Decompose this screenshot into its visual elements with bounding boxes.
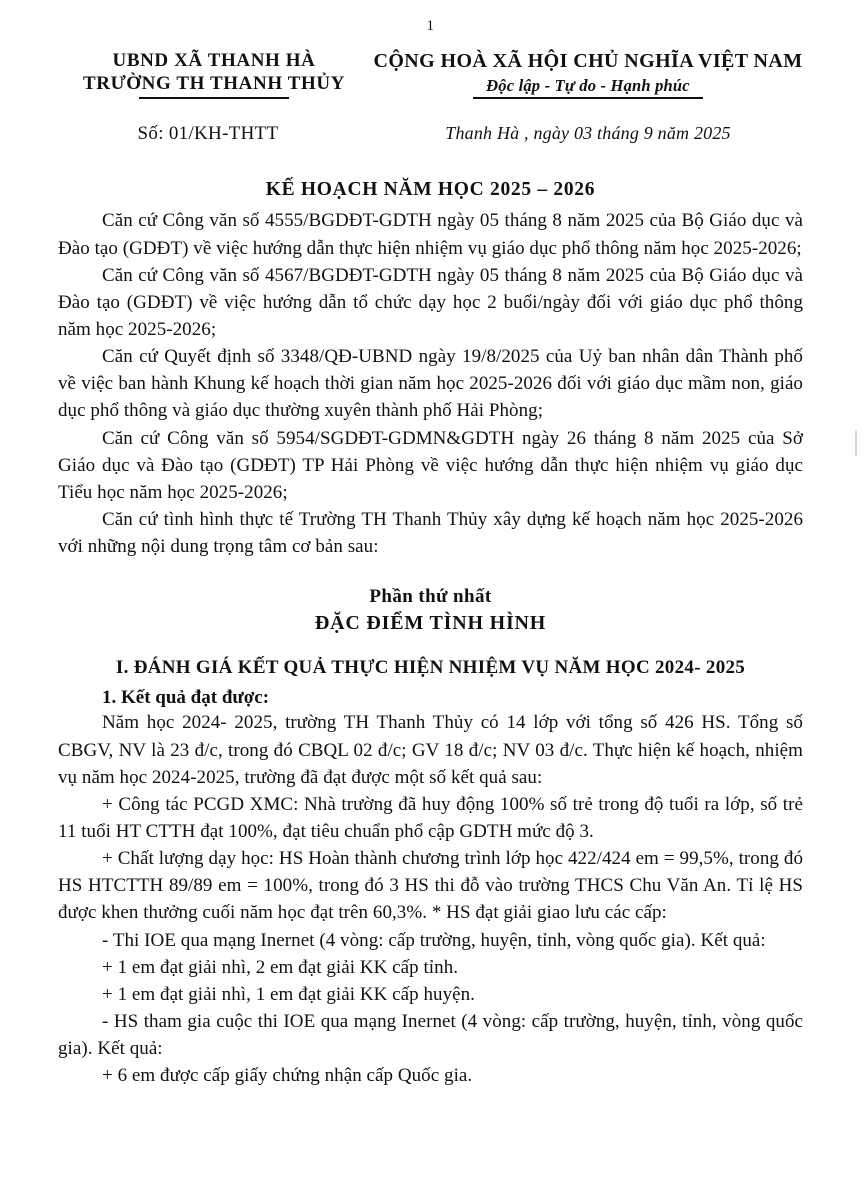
part-heading	[58, 586, 803, 635]
national-heading	[373, 49, 803, 99]
page-number: 1	[426, 18, 435, 34]
letterhead	[58, 49, 803, 99]
section-1-paragraph-6: + 1 em đạt giải nhì, 1 em đạt giải KK cấp huyện.	[102, 983, 475, 1005]
section-1-paragraph-2: + Công tác PCGD XMC: Nhà trường đã huy động 100% số trẻ trong độ tuổi ra lớp, số trẻ 11 tuổi HT CTTH đạt 100%, đạt tiêu chuẩn phổ cập GDTH mức độ 3.	[58, 793, 803, 842]
issuing-organization	[58, 49, 364, 99]
preamble-paragraph-2: Căn cứ Công văn số 4567/BGDĐT-GDTH ngày 05 tháng 8 năm 2025 của Bộ Giáo dục và Đào tạo (GDĐT) về việc hướng dẫn tổ chức dạy học 2 buổi/ngày đối với giáo dục phổ thông năm học 2025-2026;	[58, 264, 803, 340]
section-1-paragraph-8: + 6 em được cấp giấy chứng nhận cấp Quốc gia.	[102, 1065, 473, 1087]
preamble-paragraph-4: Căn cứ Công văn số 5954/SGDĐT-GDMN&GDTH ngày 26 tháng 8 năm 2025 của Sở Giáo dục và Đào tạo (GDĐT) TP Hải Phòng về việc hướng dẫn thực hiện nhiệm vụ giáo dục Tiểu học năm học 2025-2026;	[58, 427, 803, 503]
document-subheader	[58, 123, 803, 145]
section-1-subheading: 1. Kết quả đạt được:	[102, 687, 270, 709]
organization-line-2: TRƯỜNG TH THANH THỦY	[82, 73, 346, 95]
document-number: Số: 01/KH-THTT	[137, 123, 279, 145]
preamble-paragraph-3: Căn cứ Quyết định số 3348/QĐ-UBND ngày 19/8/2025 của Uỷ ban nhân dân Thành phố về việc ban hành Khung kế hoạch thời gian năm học 2025-2026 đối với giáo dục mầm non, giáo dục phổ thông và giáo dục thường xuyên thành phố Hải Phòng;	[58, 346, 803, 422]
document-title: KẾ HOẠCH NĂM HỌC 2025 – 2026	[265, 179, 596, 201]
part-heading-line-2: ĐẶC ĐIỂM TÌNH HÌNH	[314, 612, 547, 635]
section-1-paragraph-5: + 1 em đạt giải nhì, 2 em đạt giải KK cấp tỉnh.	[102, 956, 459, 978]
section-1-heading: I. ĐÁNH GIÁ KẾT QUẢ THỰC HIỆN NHIỆM VỤ NĂM HỌC 2024- 2025	[115, 657, 746, 679]
section-1-paragraph-7: - HS tham gia cuộc thi IOE qua mạng Inernet (4 vòng: cấp trường, huyện, tỉnh, vòng quốc gia). Kết quả:	[58, 1011, 803, 1060]
national-motto: Độc lập - Tự do - Hạnh phúc	[486, 76, 690, 95]
section-1-paragraph-4: - Thi IOE qua mạng Inernet (4 vòng: cấp trường, huyện, tỉnh, vòng quốc gia). Kết quả:	[102, 929, 766, 951]
part-heading-line-1: Phần thứ nhất	[369, 586, 492, 608]
organization-underline	[139, 97, 289, 99]
organization-line-1: UBND XÃ THANH HÀ	[112, 50, 316, 71]
national-title: CỘNG HOÀ XÃ HỘI CHỦ NGHĨA VIỆT NAM	[373, 50, 803, 72]
document-body	[58, 207, 803, 1089]
section-1-paragraph-1: Năm học 2024- 2025, trường TH Thanh Thủy có 14 lớp với tổng số 426 HS. Tổng số CBGV, NV là 23 đ/c, trong đó CBQL 02 đ/c; GV 18 đ/c; NV 03 đ/c. Thực hiện kế hoạch, nhiệm vụ năm học 2024-2025, trường đã đạt được một số kết quả sau:	[58, 712, 803, 788]
scan-artifact	[855, 430, 857, 456]
preamble-paragraph-5: Căn cứ tình hình thực tế Trường TH Thanh Thủy xây dựng kế hoạch năm học 2025-2026 với những nội dung trọng tâm cơ bản sau:	[58, 509, 803, 558]
preamble-paragraph-1: Căn cứ Công văn số 4555/BGDĐT-GDTH ngày 05 tháng 8 năm 2025 của Bộ Giáo dục và Đào tạo (GDĐT) về việc hướng dẫn thực hiện nhiệm vụ giáo dục phổ thông năm học 2025-2026;	[58, 210, 803, 259]
place-and-date: Thanh Hà , ngày 03 tháng 9 năm 2025	[445, 123, 731, 144]
national-motto-underline	[473, 97, 703, 99]
section-1-paragraph-3: + Chất lượng dạy học: HS Hoàn thành chương trình lớp học 422/424 em = 99,5%, trong đó HS HTCTTH 89/89 em = 100%, trong đó 3 HS thi đỗ vào trường THCS Chu Văn An. Tỉ lệ HS được khen thưởng cuối năm học đạt trên 60,3%. * HS đạt giải giao lưu các cấp:	[58, 848, 803, 924]
